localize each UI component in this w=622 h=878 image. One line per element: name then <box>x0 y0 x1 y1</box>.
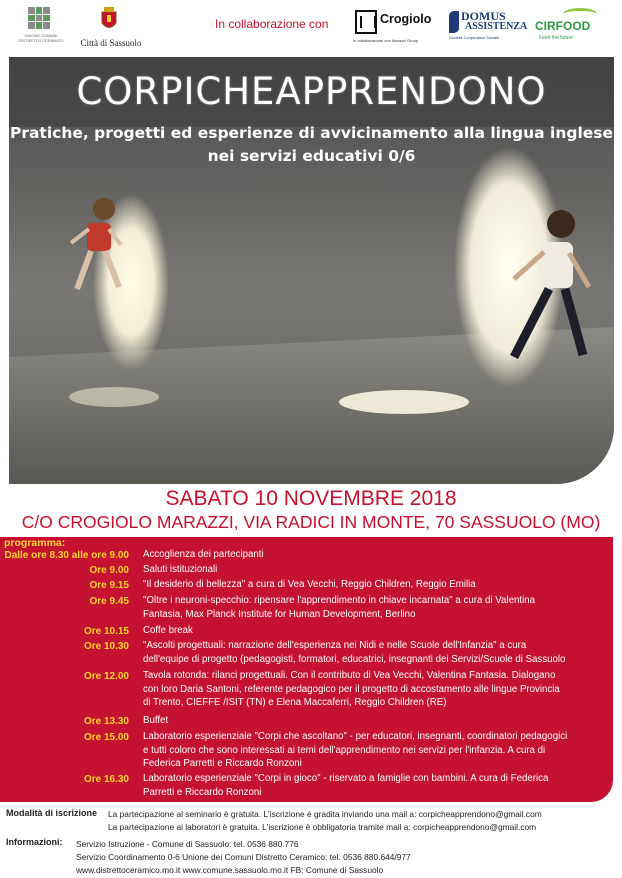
program-time: Ore 9.00 <box>89 565 129 576</box>
hero-photo-illustration <box>9 57 614 484</box>
city-caption: Città di Sassuolo <box>80 38 142 48</box>
program-line: Tavola rotonda: rilanci progettuali. Con il contributo di Vea Vecchi, Valentina Fantasia. Dialogano <box>143 670 556 681</box>
cirfood-logo <box>533 8 613 48</box>
registration-line-2: La partecipazione ai laboratori è gratuita. L'iscrizione è obbligatoria tramite mail a: corpicheapprendono@gmail.com <box>108 822 537 832</box>
program-time: Ore 13.30 <box>83 716 129 727</box>
event-subtitle-line2: nei servizi educativi 0/6 <box>207 147 416 165</box>
info-line-3: www.distrettoceramico.mo.it www.comune.sassuolo.mo.it FB: Comune di Sassuolo <box>76 865 384 875</box>
domus-leaf-icon <box>449 11 459 33</box>
program-panel <box>0 537 613 802</box>
info-label: Informazioni: <box>6 837 63 847</box>
program-line: Laboratorio esperienziale "Corpi che ascoltano" - per educatori, insegnanti, coordinatori pedagogici <box>143 731 568 742</box>
program-line: e tutti coloro che sono interessati ai temi dell'apprendimento nei servizi per l'infanzia. A cura di <box>143 744 546 756</box>
union-comuni-logo <box>14 7 68 53</box>
program-time: Ore 9.15 <box>89 580 129 591</box>
program-item <box>143 624 603 638</box>
program-line: "Il desiderio di bellezza" a cura di Vea Vecchi, Reggio Children, Reggio Emilia <box>143 579 476 590</box>
program-line: Fantasia, Max Planck Institute for Human Development, Berlino <box>143 608 416 620</box>
union-grid-icon <box>28 7 50 29</box>
program-item <box>143 578 603 592</box>
program-time: Ore 9.45 <box>89 596 129 607</box>
event-subtitle-line1: Pratiche, progetti ed esperienze di avvicinamento alla lingua inglese <box>9 124 614 142</box>
cirfood-name: CIRFOOD <box>535 19 591 33</box>
program-time: Ore 12.00 <box>83 671 129 682</box>
program-line: dell'equipe di progetto (pedagogisti, formatori, educatrici, insegnanti dei Servizi/Scuole di Sassuolo <box>143 653 566 665</box>
program-item <box>143 548 603 562</box>
domus-name-2: ASSISTENZA <box>465 21 528 32</box>
domus-assistenza-logo <box>447 9 528 51</box>
program-item <box>143 714 603 728</box>
program-line: Accoglienza dei partecipanti <box>143 549 264 560</box>
crogiolo-logo <box>353 10 439 50</box>
event-title: CORPICHEAPPRENDONO <box>76 70 547 113</box>
union-caption: UNIONE COMUNI DISTRETTO CERAMICO <box>18 33 64 43</box>
hero-photo <box>9 57 614 484</box>
program-line: Coffe break <box>143 625 193 636</box>
program-item <box>143 730 603 771</box>
program-line: di Trento, CIEFFE /ISIT (TN) e Elena Maccaferri, Reggio Children (RE) <box>143 697 447 708</box>
program-label: programma: <box>4 537 66 549</box>
program-line: Parretti e Riccardo Ronzoni <box>143 786 262 798</box>
info-line-1: Servizio Istruzione - Comune di Sassuolo: tel. 0536 880.776 <box>76 839 299 849</box>
program-line: "Ascolti progettuali: narrazione dell'esperienza nei Nidi e nelle Scuole dell'Infanzia" a cura <box>143 640 527 651</box>
program-item <box>143 563 603 577</box>
registration-line-1: La partecipazione al seminario è gratuita. L'iscrizione è gradita inviando una mail a: corpicheapprendono@gmail.com <box>108 809 542 819</box>
program-time: Ore 10.15 <box>83 626 129 637</box>
event-date: SABATO 10 NOVEMBRE 2018 <box>165 487 457 510</box>
program-line: Buffet <box>143 715 169 726</box>
program-line: Saluti istituzionali <box>143 564 218 575</box>
footer <box>0 805 622 878</box>
program-line: Laboratorio esperienziale "Corpi in gioco" - riservato a famiglie con bambini. A cura di Federica <box>143 773 549 784</box>
crest-icon <box>100 6 118 32</box>
program-time: Ore 15.00 <box>83 732 129 743</box>
crogiolo-sub: In collaborazione con Marazzi Group <box>353 38 419 43</box>
program-time: Ore 16.30 <box>83 774 129 785</box>
header <box>0 0 622 58</box>
program-item <box>143 639 603 666</box>
program-line: Federica Parretti e Riccardo Ronzoni <box>143 758 302 769</box>
collaboration-label: In collaborazione con <box>215 17 329 31</box>
cirfood-sub: Feed the future <box>539 35 573 41</box>
program-item <box>143 669 603 710</box>
crogiolo-name: Crogiolo <box>380 12 432 26</box>
domus-name: DOMUS <box>461 9 506 23</box>
info-line-2: Servizio Coordinamento 0-6 Unione dei Comuni Distretto Ceramico: tel. 0536 880.644/977 <box>76 852 411 862</box>
domus-sub: Società Cooperativa Sociale <box>449 35 500 40</box>
program-item <box>143 772 603 799</box>
program-line: con loro Daria Santoni, referente pedagogico per il progetto di accostamento alle lingue Provincia <box>143 683 560 695</box>
event-venue: C/O CROGIOLO MARAZZI, VIA RADICI IN MONTE, 70 SASSUOLO (MO) <box>21 512 601 532</box>
registration-label: Modalità di iscrizione <box>6 808 98 818</box>
crogiolo-mark-icon <box>355 10 377 34</box>
citta-sassuolo-logo <box>76 6 146 52</box>
program-time: Ore 10.30 <box>83 641 129 652</box>
program-item <box>143 594 603 621</box>
program-line: "Oltre i neuroni-specchio: ripensare l'apprendimento in chiave incarnata" a cura di Valentina <box>143 595 535 606</box>
program-time: Dalle ore 8.30 alle ore 9.00 <box>4 550 129 561</box>
